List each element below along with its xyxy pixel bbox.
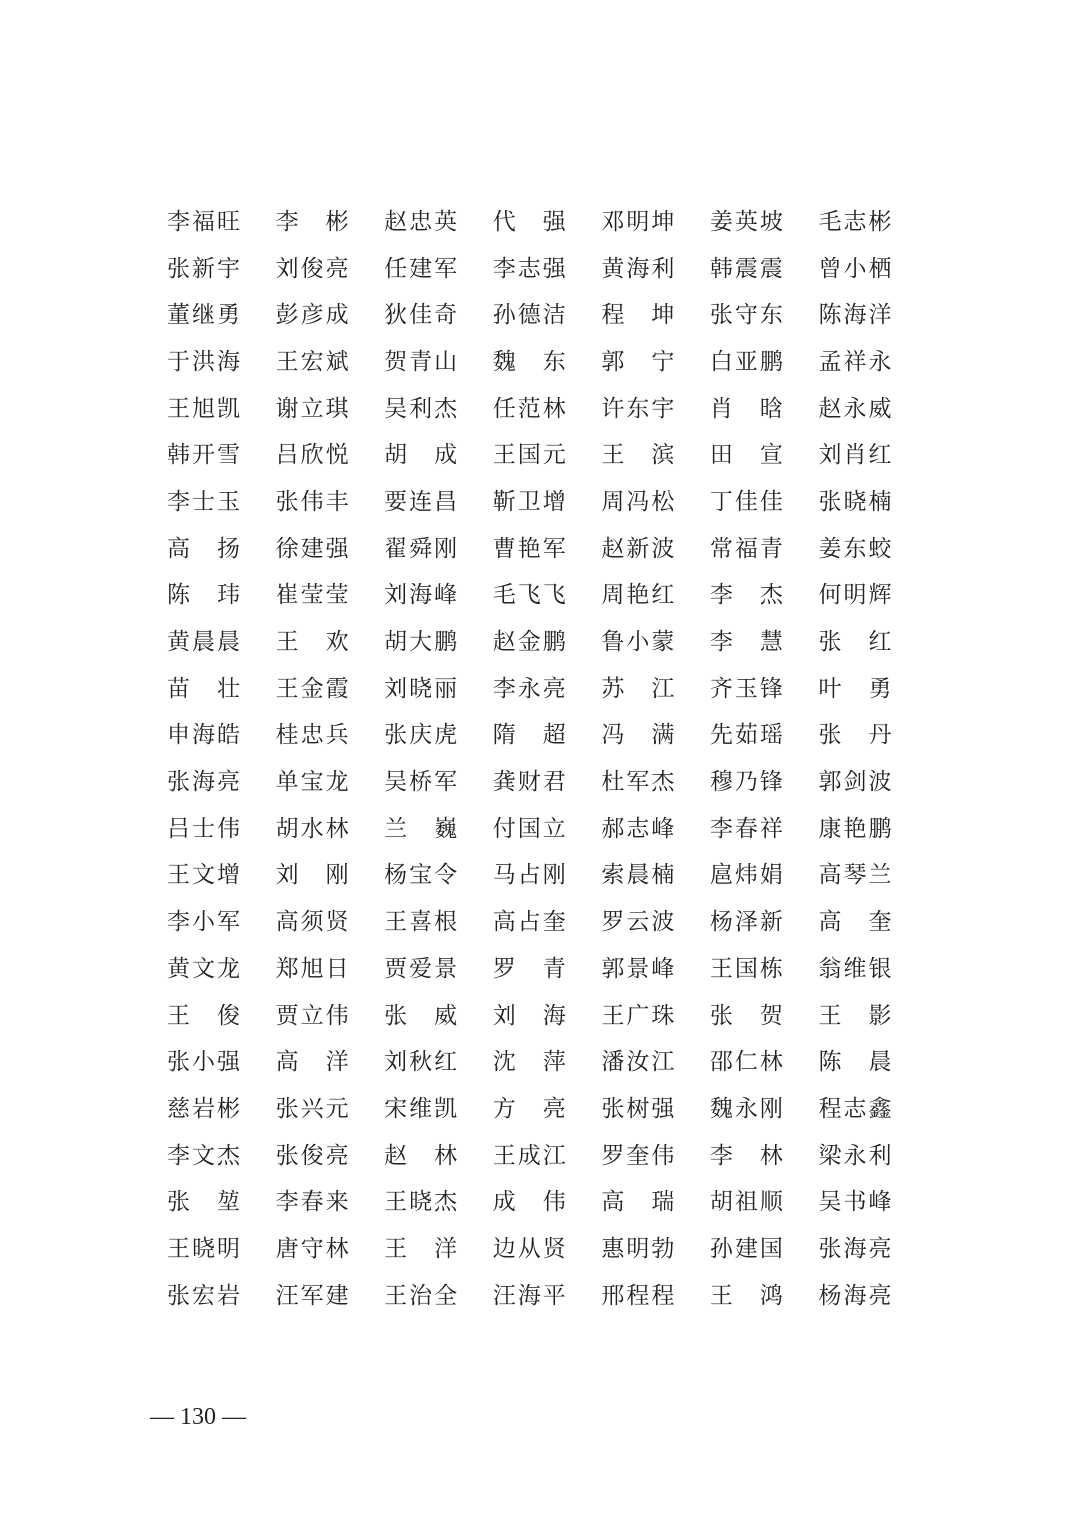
name-cell: 任建军: [384, 255, 460, 282]
name-cell: 徐建强: [275, 535, 351, 562]
name-cell: 张 贺: [709, 1002, 785, 1029]
name-cell: 孙建国: [709, 1235, 785, 1262]
name-cell: 张树强: [601, 1095, 677, 1122]
name-cell: 王治全: [384, 1282, 460, 1309]
name-cell: 陈 玮: [167, 582, 242, 609]
name-cell: 毛飞飞: [492, 582, 568, 609]
name-cell: 翟舜刚: [384, 535, 460, 562]
name-cell: 罗云波: [601, 909, 677, 936]
name-cell: 郝志峰: [601, 815, 677, 842]
name-cell: 王国栋: [709, 955, 785, 982]
name-cell: 李文杰: [167, 1142, 242, 1169]
name-cell: 成 伟: [492, 1189, 568, 1216]
name-cell: 黄文龙: [167, 955, 242, 982]
name-cell: 李小军: [167, 909, 242, 936]
name-cell: 张俊亮: [275, 1142, 351, 1169]
name-cell: 程志鑫: [818, 1095, 894, 1122]
name-cell: 刘 海: [492, 1002, 568, 1029]
name-cell: 王 鸿: [709, 1282, 785, 1309]
name-cell: 李 林: [709, 1142, 785, 1169]
name-cell: 李士玉: [167, 488, 242, 515]
name-cell: 姜东蛟: [818, 535, 894, 562]
name-cell: 李福旺: [167, 208, 242, 235]
name-cell: 冯 满: [601, 722, 677, 749]
name-row: [167, 1226, 927, 1273]
name-cell: 肖 晗: [709, 395, 785, 422]
name-cell: 黄海利: [601, 255, 677, 282]
name-cell: 王晓明: [167, 1235, 242, 1262]
name-row: [167, 386, 927, 433]
name-cell: 要连昌: [384, 488, 460, 515]
name-cell: 罗 青: [492, 955, 568, 982]
name-cell: 周艳红: [601, 582, 677, 609]
name-cell: 扈炜娟: [709, 862, 785, 889]
name-cell: 魏永刚: [709, 1095, 785, 1122]
name-row: [167, 666, 927, 713]
name-cell: 胡祖顺: [709, 1189, 785, 1216]
name-row: [167, 339, 927, 386]
name-cell: 吕欣悦: [275, 442, 351, 469]
name-row: [167, 806, 927, 853]
name-cell: 谢立琪: [275, 395, 351, 422]
name-cell: 赵永威: [818, 395, 894, 422]
name-cell: 张 丹: [818, 722, 894, 749]
name-cell: 代 强: [492, 208, 568, 235]
name-cell: 高 洋: [275, 1049, 351, 1076]
name-cell: 贺青山: [384, 348, 460, 375]
name-cell: 索晨楠: [601, 862, 677, 889]
name-cell: 胡 成: [384, 442, 460, 469]
name-cell: 潘汝江: [601, 1049, 677, 1076]
name-cell: 崔莹莹: [275, 582, 351, 609]
name-cell: 沈 萍: [492, 1049, 568, 1076]
name-cell: 李志强: [492, 255, 568, 282]
name-cell: 龚财君: [492, 769, 568, 796]
name-cell: 张 堃: [167, 1189, 242, 1216]
name-cell: 贾爱景: [384, 955, 460, 982]
name-cell: 王 洋: [384, 1235, 460, 1262]
name-cell: 靳卫增: [492, 488, 568, 515]
name-cell: 王 欢: [275, 629, 351, 656]
name-cell: 汪军建: [275, 1282, 351, 1309]
name-cell: 邢程程: [601, 1282, 677, 1309]
name-cell: 隋 超: [492, 722, 568, 749]
name-cell: 许东宇: [601, 395, 677, 422]
name-cell: 周冯松: [601, 488, 677, 515]
name-cell: 李永亮: [492, 675, 568, 702]
name-cell: 惠明勃: [601, 1235, 677, 1262]
name-row: [167, 899, 927, 946]
name-cell: 王旭凯: [167, 395, 242, 422]
name-cell: 王宏斌: [275, 348, 351, 375]
name-cell: 杨泽新: [709, 909, 785, 936]
name-cell: 狄佳奇: [384, 302, 460, 329]
name-cell: 张海亮: [818, 1235, 894, 1262]
name-cell: 张新宇: [167, 255, 242, 282]
name-cell: 梁永利: [818, 1142, 894, 1169]
name-cell: 桂忠兵: [275, 722, 351, 749]
name-cell: 韩开雪: [167, 442, 242, 469]
name-cell: 张晓楠: [818, 488, 894, 515]
name-cell: 黄晨晨: [167, 629, 242, 656]
name-cell: 郭 宁: [601, 348, 677, 375]
name-cell: 刘秋红: [384, 1049, 460, 1076]
name-cell: 翁维银: [818, 955, 894, 982]
name-cell: 付国立: [492, 815, 568, 842]
name-cell: 赵新波: [601, 535, 677, 562]
name-cell: 张小强: [167, 1049, 242, 1076]
name-cell: 曾小栖: [818, 255, 894, 282]
name-cell: 韩震震: [709, 255, 785, 282]
name-row: [167, 993, 927, 1040]
name-cell: 王喜根: [384, 909, 460, 936]
name-cell: 罗奎伟: [601, 1142, 677, 1169]
name-cell: 先茹瑶: [709, 722, 785, 749]
name-cell: 姜英坡: [709, 208, 785, 235]
name-cell: 孙德洁: [492, 302, 568, 329]
name-cell: 宋维凯: [384, 1095, 460, 1122]
name-cell: 刘 刚: [275, 862, 351, 889]
name-cell: 王金霞: [275, 675, 351, 702]
name-cell: 彭彦成: [275, 302, 351, 329]
name-cell: 高须贤: [275, 909, 351, 936]
name-cell: 张守东: [709, 302, 785, 329]
name-cell: 王 影: [818, 1002, 894, 1029]
name-row: [167, 619, 927, 666]
name-row: [167, 479, 927, 526]
name-cell: 王国元: [492, 442, 568, 469]
name-cell: 张庆虎: [384, 722, 460, 749]
name-cell: 李春来: [275, 1189, 351, 1216]
name-cell: 张 红: [818, 629, 894, 656]
name-cell: 穆乃锋: [709, 769, 785, 796]
name-row: [167, 713, 927, 760]
name-cell: 王广珠: [601, 1002, 677, 1029]
name-cell: 王文增: [167, 862, 242, 889]
name-row: [167, 759, 927, 806]
name-row: [167, 853, 927, 900]
name-cell: 邵仁林: [709, 1049, 785, 1076]
name-cell: 王晓杰: [384, 1189, 460, 1216]
name-cell: 鲁小蒙: [601, 629, 677, 656]
name-cell: 曹艳军: [492, 535, 568, 562]
name-cell: 王 滨: [601, 442, 677, 469]
name-cell: 贾立伟: [275, 1002, 351, 1029]
name-cell: 邓明坤: [601, 208, 677, 235]
name-cell: 郑旭日: [275, 955, 351, 982]
name-cell: 郭景峰: [601, 955, 677, 982]
name-cell: 常福青: [709, 535, 785, 562]
name-cell: 边从贤: [492, 1235, 568, 1262]
name-cell: 唐守林: [275, 1235, 351, 1262]
name-row: [167, 1133, 927, 1180]
name-list-grid: [167, 199, 927, 1320]
name-cell: 汪海平: [492, 1282, 568, 1309]
name-cell: 张兴元: [275, 1095, 351, 1122]
name-cell: 赵 林: [384, 1142, 460, 1169]
name-cell: 任范林: [492, 395, 568, 422]
name-cell: 孟祥永: [818, 348, 894, 375]
name-cell: 李春祥: [709, 815, 785, 842]
name-cell: 申海皓: [167, 722, 242, 749]
name-row: [167, 1039, 927, 1086]
name-cell: 李 慧: [709, 629, 785, 656]
name-row: [167, 526, 927, 573]
name-row: [167, 292, 927, 339]
name-cell: 高 瑞: [601, 1189, 677, 1216]
name-cell: 张 威: [384, 1002, 460, 1029]
name-cell: 白亚鹏: [709, 348, 785, 375]
name-cell: 刘肖红: [818, 442, 894, 469]
name-cell: 张宏岩: [167, 1282, 242, 1309]
name-row: [167, 1086, 927, 1133]
name-cell: 刘海峰: [384, 582, 460, 609]
name-cell: 吴桥军: [384, 769, 460, 796]
name-cell: 丁佳佳: [709, 488, 785, 515]
name-cell: 陈 晨: [818, 1049, 894, 1076]
name-cell: 李 彬: [275, 208, 351, 235]
name-row: [167, 1273, 927, 1320]
name-cell: 高琴兰: [818, 862, 894, 889]
name-cell: 高占奎: [492, 909, 568, 936]
name-cell: 董继勇: [167, 302, 242, 329]
name-cell: 叶 勇: [818, 675, 894, 702]
name-cell: 张伟丰: [275, 488, 351, 515]
name-cell: 高 奎: [818, 909, 894, 936]
name-cell: 程 坤: [601, 302, 677, 329]
name-cell: 王成江: [492, 1142, 568, 1169]
name-cell: 王 俊: [167, 1002, 242, 1029]
name-cell: 苏 江: [601, 675, 677, 702]
name-cell: 何明辉: [818, 582, 894, 609]
name-cell: 马占刚: [492, 862, 568, 889]
name-cell: 康艳鹏: [818, 815, 894, 842]
name-cell: 齐玉锋: [709, 675, 785, 702]
name-cell: 魏 东: [492, 348, 568, 375]
name-cell: 吴书峰: [818, 1189, 894, 1216]
name-row: [167, 946, 927, 993]
name-cell: 田 宣: [709, 442, 785, 469]
name-cell: 单宝龙: [275, 769, 351, 796]
name-cell: 刘俊亮: [275, 255, 351, 282]
name-cell: 胡大鹏: [384, 629, 460, 656]
name-cell: 胡水林: [275, 815, 351, 842]
name-cell: 刘晓丽: [384, 675, 460, 702]
name-cell: 赵金鹏: [492, 629, 568, 656]
name-cell: 杜军杰: [601, 769, 677, 796]
name-cell: 方 亮: [492, 1095, 568, 1122]
name-cell: 杨宝令: [384, 862, 460, 889]
name-cell: 陈海洋: [818, 302, 894, 329]
name-row: [167, 1179, 927, 1226]
name-cell: 慈岩彬: [167, 1095, 242, 1122]
name-cell: 李 杰: [709, 582, 785, 609]
name-row: [167, 246, 927, 293]
name-row: [167, 573, 927, 620]
name-cell: 郭剑波: [818, 769, 894, 796]
name-cell: 高 扬: [167, 535, 242, 562]
name-cell: 吕士伟: [167, 815, 242, 842]
name-cell: 赵忠英: [384, 208, 460, 235]
name-cell: 张海亮: [167, 769, 242, 796]
name-cell: 吴利杰: [384, 395, 460, 422]
name-row: [167, 199, 927, 246]
name-cell: 苗 壮: [167, 675, 242, 702]
name-cell: 杨海亮: [818, 1282, 894, 1309]
page-number: — 130 —: [150, 1404, 246, 1430]
name-row: [167, 432, 927, 479]
name-cell: 毛志彬: [818, 208, 894, 235]
name-cell: 于洪海: [167, 348, 242, 375]
name-cell: 兰 巍: [384, 815, 460, 842]
